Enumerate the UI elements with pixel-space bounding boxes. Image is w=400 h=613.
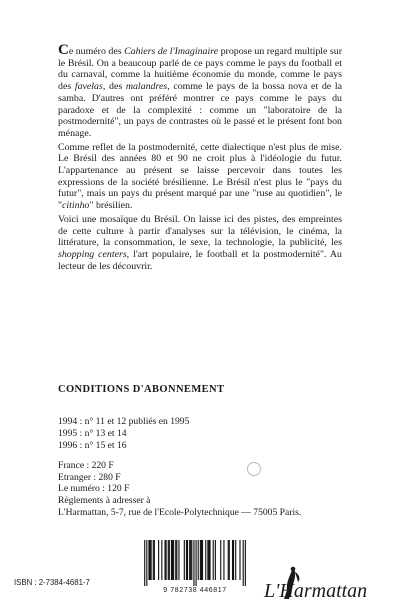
body-text: Voici une mosaïque du Brésil. On laisse ici des pistes, des empreintes de cette culture à partir d'analyses sur la télévision, le cinéma, la littérature, la consommation, le sexe, la technologie, la publicité, les: [58, 213, 342, 249]
year-line: 1996 : n° 15 et 16: [58, 440, 127, 451]
barcode-bar: [176, 540, 177, 580]
address-line: L'Harmattan, 5-7, rue de l'Ecole-Polytechnique — 75005 Paris.: [58, 506, 302, 518]
barcode-bar: [158, 540, 159, 580]
barcode-bar: [190, 540, 191, 580]
publisher-logo: [262, 566, 392, 602]
year-line: 1994 : n° 11 et 12 publiés en 1995: [58, 416, 190, 427]
subscription-years: [58, 416, 358, 452]
isbn-label: ISBN : 2-7384-4681-7: [14, 578, 90, 587]
barcode-bar: [146, 540, 147, 586]
barcode-number: 9 782738 446817: [163, 587, 227, 594]
price-line: Le numéro : 120 F: [58, 483, 130, 495]
barcode-bar: [196, 540, 197, 586]
back-cover-blurb: [58, 42, 342, 274]
blurb-paragraph-3: [58, 214, 342, 273]
barcode-bar: [228, 540, 229, 580]
barcode-bars-icon: [142, 540, 248, 586]
italic-text: citinho: [62, 200, 90, 212]
barcode: [142, 540, 248, 596]
publisher-logo-text: L'Harmattan: [264, 580, 368, 602]
barcode-bar: [168, 540, 169, 580]
italic-text: shopping centers: [58, 248, 127, 260]
payment-line: Règlements à adresser à: [58, 495, 151, 507]
barcode-bar: [245, 540, 246, 586]
body-text: " brésilien.: [89, 200, 133, 212]
barcode-bar: [175, 540, 176, 580]
price-line: France : 220 F: [58, 460, 114, 471]
barcode-bar: [209, 540, 210, 580]
body-text: , comme le pays de la bossa nova et de la samba. D'autres ont préféré montrer ce pays comme le pays du paradoxe et de la complexité : comme un "laboratoire de la postmodernité", un pays de contrastes où le passé et le présent font bon ménage.: [58, 81, 342, 139]
barcode-bar: [205, 540, 206, 580]
barcode-bar: [151, 540, 152, 580]
barcode-bar: [233, 540, 234, 580]
barcode-bar: [198, 540, 199, 580]
barcode-bar: [186, 540, 187, 580]
barcode-bar: [193, 540, 194, 586]
barcode-bar: [191, 540, 192, 580]
barcode-bar: [166, 540, 167, 580]
barcode-bar: [189, 540, 190, 580]
barcode-bar: [232, 540, 233, 580]
barcode-bar: [200, 540, 201, 580]
barcode-bar: [153, 540, 154, 580]
barcode-bar: [173, 540, 174, 580]
conditions-heading: CONDITIONS D'ABONNEMENT: [58, 384, 225, 395]
barcode-bar: [154, 540, 155, 580]
body-text: e numéro des: [68, 46, 125, 57]
barcode-bar: [171, 540, 172, 580]
barcode-bar: [223, 540, 224, 580]
drop-cap: C: [58, 42, 69, 58]
barcode-bar: [239, 540, 240, 580]
barcode-bar: [202, 540, 203, 580]
barcode-bar: [178, 540, 179, 580]
italic-text: Cahiers de l'Imaginaire: [124, 46, 219, 57]
italic-text: malandres: [125, 81, 168, 93]
barcode-bar: [207, 540, 208, 580]
barcode-bar: [213, 540, 214, 580]
blurb-paragraph-1: [58, 42, 342, 140]
barcode-bar: [201, 540, 202, 580]
barcode-bar: [169, 540, 170, 580]
barcode-bar: [144, 540, 145, 586]
barcode-bar: [149, 540, 150, 580]
body-text: propose un regard multiple sur le Brésil. On a beaucoup parlé de ce pays comme le pays du football et du carnaval, comme la huitième économie du monde, comme le pays des: [58, 46, 342, 93]
barcode-bar: [235, 540, 236, 580]
blurb-paragraph-2: [58, 142, 342, 212]
barcode-bar: [220, 540, 221, 580]
barcode-bar: [172, 540, 173, 580]
year-line: 1995 : n° 13 et 14: [58, 428, 127, 439]
barcode-bar: [187, 540, 188, 580]
body-text: , l'art populaire, le football et la postmodernité". Au lecteur de les découvrir.: [58, 248, 342, 272]
barcode-bar: [161, 540, 162, 580]
registration-mark-icon: [247, 462, 261, 476]
barcode-bar: [184, 540, 185, 580]
body-text: Comme reflet de la postmodernité, cette dialectique n'est plus de mise. Le Brésil des années 80 et 90 ne croit plus à l'idéologie du futur. L'appartenance au présent se laisse percevoir dans toutes les expressions de la société brésilienne. Le Brésil n'est plus le "pays du futur", mais un pays du présent marqué par une "ruse au quotidien", le ": [58, 141, 342, 212]
barcode-bar: [243, 540, 244, 586]
barcode-bar: [215, 540, 216, 580]
body-text: , des: [102, 81, 126, 93]
barcode-bar: [164, 540, 165, 580]
barcode-bar: [208, 540, 209, 580]
barcode-bar: [229, 540, 230, 580]
subscription-prices: [58, 460, 358, 519]
price-line: Etranger : 280 F: [58, 471, 121, 483]
italic-text: favelas: [74, 81, 103, 93]
barcode-bar: [148, 540, 149, 580]
